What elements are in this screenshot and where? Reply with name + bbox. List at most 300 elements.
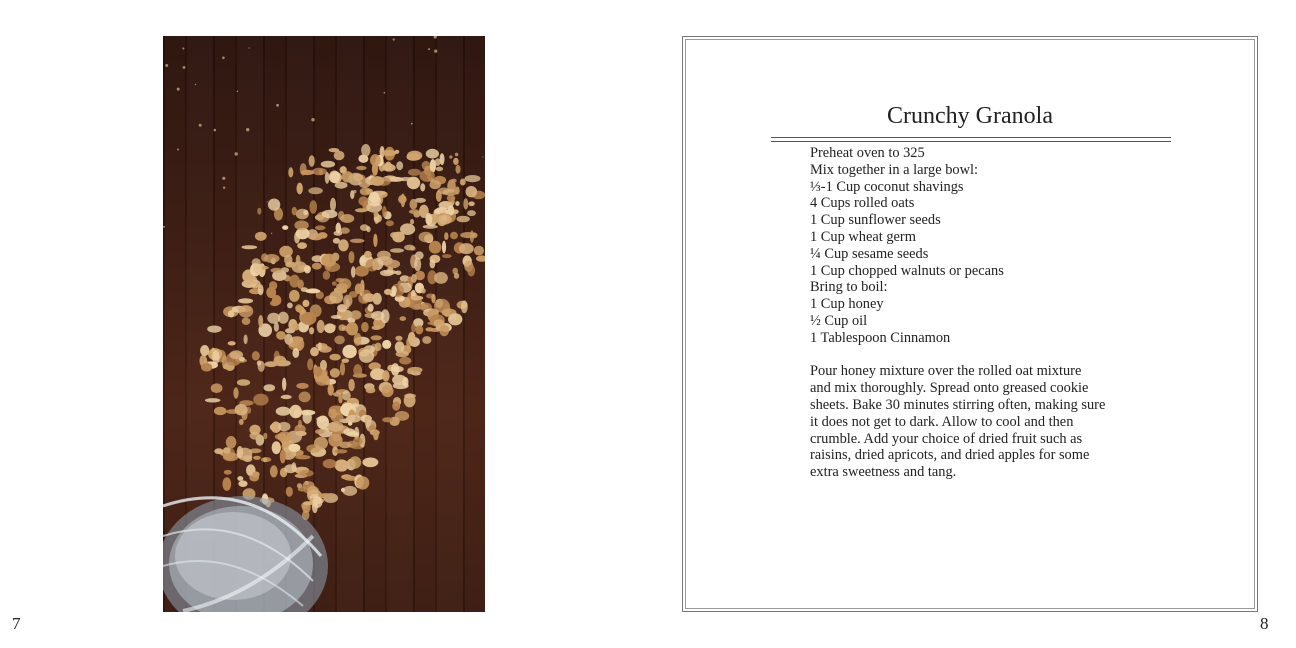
granola-piece (305, 289, 320, 294)
granola-illustration (163, 36, 485, 612)
granola-piece (395, 150, 400, 154)
granola-piece (274, 356, 287, 367)
granola-piece (288, 167, 293, 177)
granola-piece (420, 183, 425, 191)
granola-piece (336, 223, 342, 234)
recipe-directions (810, 363, 1150, 481)
granola-piece (371, 335, 382, 340)
page-number-left: 7 (12, 614, 21, 633)
granola-piece (261, 457, 271, 462)
granola-piece (404, 245, 415, 251)
granola-piece (415, 251, 424, 259)
granola-crumb (311, 118, 314, 121)
granola-piece (366, 226, 370, 232)
granola-piece (383, 164, 396, 172)
granola-piece (226, 436, 237, 448)
granola-piece (425, 327, 433, 331)
granola-piece (366, 387, 376, 394)
granola-piece (340, 362, 345, 375)
granola-piece (442, 241, 446, 254)
granola-piece (375, 343, 382, 352)
granola-piece (385, 260, 400, 269)
granola-piece (431, 294, 435, 304)
granola-piece (280, 449, 286, 463)
granola-piece (404, 393, 416, 407)
granola-piece (278, 422, 291, 431)
granola-piece (382, 417, 393, 422)
granola-piece (257, 360, 262, 365)
granola-piece (328, 409, 337, 419)
granola-piece (230, 350, 244, 359)
granola-piece (368, 304, 374, 312)
granola-piece (211, 383, 223, 393)
granola-piece (297, 183, 303, 195)
granola-piece (329, 171, 340, 184)
granola-piece (360, 188, 372, 196)
granola-piece (250, 432, 261, 440)
granola-piece (324, 323, 335, 333)
granola-piece (318, 342, 322, 350)
granola-piece (329, 354, 340, 361)
directions-line: it does not get to dark. Allow to cool and then (810, 413, 1074, 430)
granola-piece (309, 327, 314, 334)
granola-piece (361, 322, 369, 332)
granola-piece (342, 345, 356, 359)
granola-piece (276, 407, 291, 416)
granola-piece (384, 270, 398, 274)
granola-crumb (384, 92, 386, 94)
granola-piece (372, 325, 382, 330)
granola-piece (415, 325, 423, 334)
recipe-step: Bring to boil: (810, 279, 888, 296)
granola-piece (355, 208, 368, 212)
granola-piece (343, 486, 358, 496)
granola-piece (272, 441, 281, 454)
granola-piece (359, 349, 374, 363)
granola-crumb (177, 149, 179, 151)
granola-photo (163, 36, 485, 612)
granola-piece (370, 176, 384, 186)
granola-piece (315, 225, 326, 230)
granola-piece (466, 186, 478, 197)
granola-piece (359, 258, 365, 264)
granola-crumb (199, 124, 202, 127)
granola-piece (364, 251, 372, 258)
granola-piece (354, 333, 362, 346)
granola-piece (289, 405, 301, 419)
granola-piece (289, 290, 300, 302)
granola-piece (255, 232, 267, 241)
granola-piece (242, 245, 258, 249)
granola-piece (408, 169, 421, 176)
granola-piece (299, 392, 311, 403)
granola-piece (400, 316, 407, 321)
granola-crumb (214, 129, 217, 132)
granola-piece (263, 433, 267, 440)
granola-crumb (411, 123, 413, 125)
granola-piece (296, 383, 308, 389)
granola-piece (373, 234, 377, 247)
granola-piece (312, 263, 322, 270)
granola-piece (317, 416, 329, 430)
granola-piece (261, 253, 268, 262)
granola-piece (342, 359, 350, 363)
granola-piece (340, 214, 354, 223)
granola-piece (309, 155, 315, 167)
granola-crumb (235, 152, 238, 155)
granola-piece (463, 198, 468, 209)
granola-piece (411, 296, 424, 301)
granola-piece (356, 476, 369, 489)
granola-piece (287, 303, 293, 309)
granola-piece (323, 271, 330, 280)
granola-piece (373, 211, 378, 217)
granola-piece (408, 332, 416, 344)
granola-piece (407, 151, 422, 161)
granola-piece (239, 305, 254, 318)
granola-piece (214, 407, 227, 415)
granola-piece (295, 431, 307, 436)
granola-piece (307, 359, 313, 371)
recipe-title: Crunchy Granola (887, 103, 1053, 129)
granola-crumb (163, 226, 165, 228)
granola-piece (355, 266, 369, 277)
granola-piece (353, 174, 363, 181)
granola-piece (474, 246, 484, 256)
granola-piece (296, 255, 301, 266)
granola-piece (343, 428, 355, 435)
granola-piece (325, 380, 330, 385)
granola-piece (448, 313, 462, 325)
granola-piece (372, 259, 378, 271)
granola-piece (328, 384, 334, 396)
granola-piece (382, 150, 396, 156)
ingredient: 1 Cup sunflower seeds (810, 212, 941, 229)
ingredient: 4 Cups rolled oats (810, 195, 915, 212)
granola-piece (321, 161, 335, 168)
granola-piece (264, 384, 276, 391)
granola-piece (390, 248, 404, 253)
recipe-body (810, 145, 1150, 481)
granola-piece (330, 198, 336, 212)
granola-crumb (182, 48, 184, 50)
granola-piece (436, 167, 443, 172)
granola-piece (212, 350, 219, 364)
granola-piece (233, 387, 238, 398)
granola-piece (409, 209, 420, 214)
granola-piece (470, 230, 474, 242)
granola-piece (257, 208, 261, 215)
granola-crumb (246, 128, 249, 131)
granola-piece (411, 274, 417, 283)
granola-piece (402, 377, 408, 387)
ingredient: ½ Cup oil (810, 312, 868, 329)
ingredient: 1 Tablespoon Cinnamon (810, 329, 951, 346)
granola-piece (245, 280, 257, 285)
granola-piece (252, 351, 260, 360)
granola-piece (339, 278, 352, 289)
granola-piece (292, 348, 299, 358)
granola-piece (455, 187, 460, 195)
granola-piece (276, 331, 286, 340)
granola-piece (222, 477, 231, 491)
granola-piece (440, 153, 445, 165)
title-rule (771, 137, 1171, 142)
granola-piece (200, 345, 209, 356)
granola-piece (314, 437, 328, 450)
granola-piece (292, 207, 297, 215)
page-number-right: 8 (1260, 614, 1269, 633)
granola-piece (295, 304, 302, 312)
granola-piece (429, 241, 442, 254)
recipe-step: Preheat oven to 325 (810, 145, 925, 161)
granola-piece (467, 265, 475, 277)
granola-piece (253, 471, 260, 477)
granola-crumb (165, 64, 168, 67)
granola-piece (223, 447, 231, 454)
granola-piece (237, 446, 244, 459)
granola-crumb (353, 190, 356, 193)
granola-piece (299, 470, 313, 477)
granola-piece (382, 206, 387, 218)
granola-piece (334, 151, 345, 161)
ingredient: 1 Cup chopped walnuts or pecans (810, 262, 1004, 279)
granola-piece (448, 205, 455, 215)
granola-crumb (434, 50, 437, 53)
granola-piece (328, 434, 342, 447)
granola-piece (395, 336, 402, 341)
granola-piece (461, 300, 468, 313)
granola-piece (223, 452, 239, 461)
granola-piece (335, 459, 349, 471)
granola-piece (228, 341, 236, 345)
granola-piece (266, 287, 276, 298)
granola-piece (467, 210, 476, 216)
recipe-step: Mix together in a large bowl: (810, 161, 978, 178)
granola-crumb (434, 36, 437, 39)
granola-piece (309, 200, 317, 213)
granola-piece (421, 288, 426, 293)
granola-piece (457, 216, 470, 223)
granola-crumb (183, 66, 186, 69)
granola-piece (361, 144, 370, 157)
granola-piece (396, 351, 409, 357)
granola-piece (253, 456, 261, 460)
granola-piece (425, 213, 432, 225)
granola-crumb (267, 201, 268, 202)
granola-piece (323, 459, 337, 468)
granola-piece (282, 378, 286, 391)
granola-piece (334, 336, 345, 345)
granola-piece (382, 340, 391, 349)
granola-piece (456, 165, 461, 174)
granola-piece (238, 480, 247, 487)
granola-crumb (393, 38, 395, 40)
granola-piece (271, 268, 283, 273)
directions-line: crumble. Add your choice of dried fruit such as (810, 430, 1083, 447)
granola-piece (450, 232, 458, 239)
granola-piece (321, 254, 336, 267)
granola-piece (312, 168, 327, 175)
granola-piece (373, 429, 379, 440)
granola-piece (301, 312, 317, 325)
granola-crumb (276, 104, 279, 107)
granola-piece (422, 336, 431, 344)
granola-piece (338, 239, 348, 251)
granola-piece (430, 259, 436, 268)
granola-piece (355, 283, 363, 294)
granola-crumb (223, 187, 225, 189)
granola-piece (349, 456, 361, 468)
granola-piece (392, 402, 400, 411)
granola-piece (476, 255, 485, 261)
granola-piece (288, 444, 300, 452)
granola-piece (391, 286, 396, 294)
granola-piece (407, 177, 420, 190)
granola-piece (384, 289, 392, 295)
granola-piece (399, 357, 411, 365)
granola-piece (453, 158, 459, 165)
granola-piece (258, 315, 263, 328)
granola-piece (292, 323, 299, 330)
granola-crumb (482, 156, 483, 157)
granola-piece (331, 315, 342, 319)
granola-piece (426, 149, 439, 159)
granola-piece (224, 470, 232, 475)
granola-piece (382, 370, 389, 381)
ingredient: 1 Cup honey (810, 296, 884, 313)
granola-piece (318, 493, 333, 498)
granola-piece (447, 195, 455, 202)
granola-piece (419, 232, 434, 243)
granola-piece (278, 431, 292, 442)
granola-piece (207, 326, 221, 333)
granola-piece (301, 170, 314, 175)
granola-piece (297, 483, 302, 488)
granola-piece (358, 196, 368, 206)
granola-piece (342, 171, 354, 182)
granola-piece (353, 364, 362, 377)
granola-piece (381, 309, 390, 323)
granola-piece (410, 199, 418, 210)
granola-piece (350, 239, 365, 243)
granola-piece (268, 199, 280, 211)
directions-line: extra sweetness and tang. (810, 464, 957, 481)
granola-crumb (177, 88, 180, 91)
granola-piece (353, 437, 363, 446)
granola-piece (330, 368, 340, 378)
granola-piece (322, 210, 338, 219)
granola-piece (297, 242, 307, 249)
granola-piece (303, 210, 308, 215)
granola-piece (284, 464, 297, 473)
granola-piece (335, 182, 348, 189)
granola-piece (325, 172, 330, 184)
granola-piece (258, 284, 264, 295)
recipe-frame (682, 36, 1258, 612)
granola-piece (235, 404, 248, 415)
granola-piece (339, 324, 346, 331)
granola-piece (465, 175, 481, 182)
granola-piece (313, 366, 322, 376)
granola-piece (274, 322, 279, 331)
granola-piece (284, 255, 292, 265)
granola-piece (328, 422, 344, 432)
granola-piece (398, 195, 407, 204)
ingredient: ¼ Cup sesame seeds (810, 245, 929, 262)
granola-piece (454, 273, 459, 279)
granola-piece (444, 232, 448, 240)
granola-piece (238, 298, 253, 303)
granola-piece (369, 192, 380, 203)
granola-piece (253, 394, 268, 406)
granola-piece (451, 179, 457, 183)
granola-piece (391, 363, 399, 376)
granola-piece (295, 455, 310, 459)
granola-piece (350, 310, 361, 319)
granola-piece (468, 201, 474, 206)
granola-piece (349, 251, 355, 263)
granola-piece (317, 320, 325, 333)
granola-crumb (222, 57, 225, 60)
granola-piece (439, 325, 449, 337)
granola-piece (254, 264, 262, 274)
granola-piece (237, 379, 250, 386)
granola-crumb (222, 177, 225, 180)
granola-piece (242, 318, 251, 325)
directions-line: raisins, dried apricots, and dried apples for some (810, 447, 1090, 464)
granola-piece (237, 476, 243, 481)
granola-piece (201, 363, 212, 372)
granola-piece (414, 258, 421, 272)
granola-piece (411, 323, 415, 332)
granola-piece (302, 300, 309, 307)
granola-piece (455, 201, 459, 206)
granola-piece (410, 219, 414, 225)
granola-piece (438, 214, 451, 224)
granola-piece (310, 347, 319, 356)
directions-line: sheets. Bake 30 minutes stirring often, making sure (810, 396, 1106, 413)
granola-piece (332, 281, 337, 286)
granola-piece (315, 429, 325, 434)
granola-piece (303, 501, 313, 505)
granola-piece (370, 154, 381, 166)
granola-piece (286, 487, 293, 497)
granola-piece (430, 180, 441, 189)
granola-piece (434, 272, 448, 284)
granola-crumb (428, 48, 430, 50)
ingredient: 1 Cup wheat germ (810, 228, 916, 245)
granola-crumb (455, 153, 458, 156)
ingredient: ⅓-1 Cup coconut shavings (810, 178, 964, 195)
directions-line: and mix thoroughly. Spread onto greased cookie (810, 380, 1089, 397)
granola-piece (348, 379, 354, 391)
granola-piece (214, 448, 223, 454)
granola-piece (294, 220, 308, 230)
granola-piece (346, 415, 361, 423)
granola-piece (270, 465, 278, 477)
granola-piece (381, 385, 393, 397)
granola-crumb (195, 84, 196, 85)
granola-piece (442, 254, 452, 258)
granola-piece (244, 335, 248, 345)
granola-crumb (237, 91, 239, 93)
granola-piece (308, 187, 323, 194)
granola-piece (281, 395, 292, 399)
granola-piece (278, 312, 289, 324)
granola-crumb (449, 155, 452, 158)
granola-piece (396, 161, 403, 170)
